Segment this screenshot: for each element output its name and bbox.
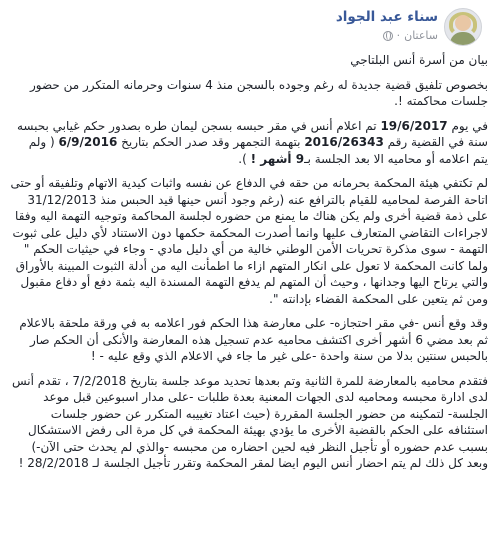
p2-case-number: 2016/26343 [304,135,384,149]
p5-date: 7/2/2018 [72,373,127,388]
p2-date-1: 19/6/2017 [380,118,448,133]
p4-part-a: وقد وقع أنس -في مقر احتجازه- على معارضة هذا الحكم فور اعلامه به في ورقة ملحقة بالاعلام ثم بعد مضي [19,316,488,347]
p2-part-c: بتهمة التجمهر وقد صدر الحكم بتاريخ [117,135,305,149]
p2-months: 9 أشهر ! [250,151,305,166]
post-body [8,52,492,472]
p5-date-2: 28/2/2018 [27,456,89,470]
post-header [8,0,492,52]
p2-part-b: تم اعلام أنس في مقر حبسه بسجن ليمان طره بصدور حكم غيابي بحبسه سنة في القضية رقم [16,118,488,149]
p5-part-a: فتقدم محاميه بالمعارضة للمرة الثانية وتم بعدها تحديد موعد جلسة بتاريخ [126,373,488,388]
p2-part-a: في يوم [447,118,488,133]
post-time[interactable]: ساعتان [404,29,438,42]
author-avatar[interactable] [444,8,482,46]
post-meta [383,29,438,42]
p2-part-e: ). [238,151,251,166]
p5-part-c: ! [18,456,28,470]
p2-date-2: 6/9/2016 [58,135,118,149]
p4-months: 6 أشهر [385,332,423,347]
p4-part-b: أخرى اكتشف محاميه عدم تسجيل هذه المعارضة والأنكى أن الحكم صار بالحبس سنتين بدلا من سنة واحدة -على غير ما جاء في الاعلام الذي وقع عليه - ! [29,332,488,363]
paragraph-5 [10,373,488,472]
post-title: بيان من أسرة أنس البلتاجي [350,53,488,67]
p5-part-b: ، تقدم أنس لدى ادارة محبسه ومحاميه لدى الجهات المعنية بعدة طلبات -على مدار اسبوعين قبل موعد الجلسة- لتمكينه من حضور الجلسة المقررة (حيث اعتاد تغييبه المتكرر عن حضور جلسات استئنافه على الحكم بالقضية الأخرى ما يؤدي بهيئة المحكمة في كل مرة الى رفض الاستشكال بسبب عدم حضوره أو تأجيل النظر فيه لحين احضاره من محبسه -والذي لم يحدث حتى الآن-) وبعد كل ذلك لم يتم احضار أنس اليوم ايضا لمقر المحكمة وتقرر تأجيل الجلسة لـ [11,373,488,470]
p2-part-d: ( ولم يتم اعلامه أو محاميه الا بعد الجلسة بـ [28,135,488,166]
author-name[interactable]: سناء عبد الجواد [335,9,438,25]
globe-icon[interactable] [383,31,393,41]
paragraph-4 [10,315,488,365]
paragraph-2 [10,118,488,168]
paragraph-3: لم تكتفي هيئة المحكمة بحرمانه من حقه في الدفاع عن نفسه واثبات كيدية الاتهام وتلفيقه أو حتى اتاحة الفرصة لمحاميه للقيام بالترافع عنه (رغم وجود أنس حينها قيد الحبس منذ 31/12/2013 على ذمة قضية أخرى ولم يكن هناك ما يمنع من حضوره لجلسة المحاكمة وتوجيه التهمة اليه وفقا لاجراءات التقاضي المتعارف عليها وانما أصدرت المحكمة حكمها دون الاستناد لأي دليل على ثبوت التهمة - سوى مذكرة تحريات الأمن الوطني خالية من أي دليل مادي - وجاء في حيثيات الحكم " ولما كانت المحكمة لا تعول على انكار المتهم ازاء ما اطمأنت اليه من أدلة الثبوت المبينة بالأوراق والتي يرتاح اليها وجدانها ، وحيث أن المتهم لم يدفع التهمة المسندة اليه بثمة دفع أو دفاع مقبول ومن ثم يتعين على المحكمة القضاء بإدانته ". [10,176,488,306]
paragraph-1: بخصوص تلفيق قضية جديدة له رغم وجوده بالسجن منذ 4 سنوات وحرمانه المتكرر من حضور جلسات محاكمته !. [29,77,488,108]
avatar-face [455,15,471,31]
meta-separator: · [396,29,401,42]
